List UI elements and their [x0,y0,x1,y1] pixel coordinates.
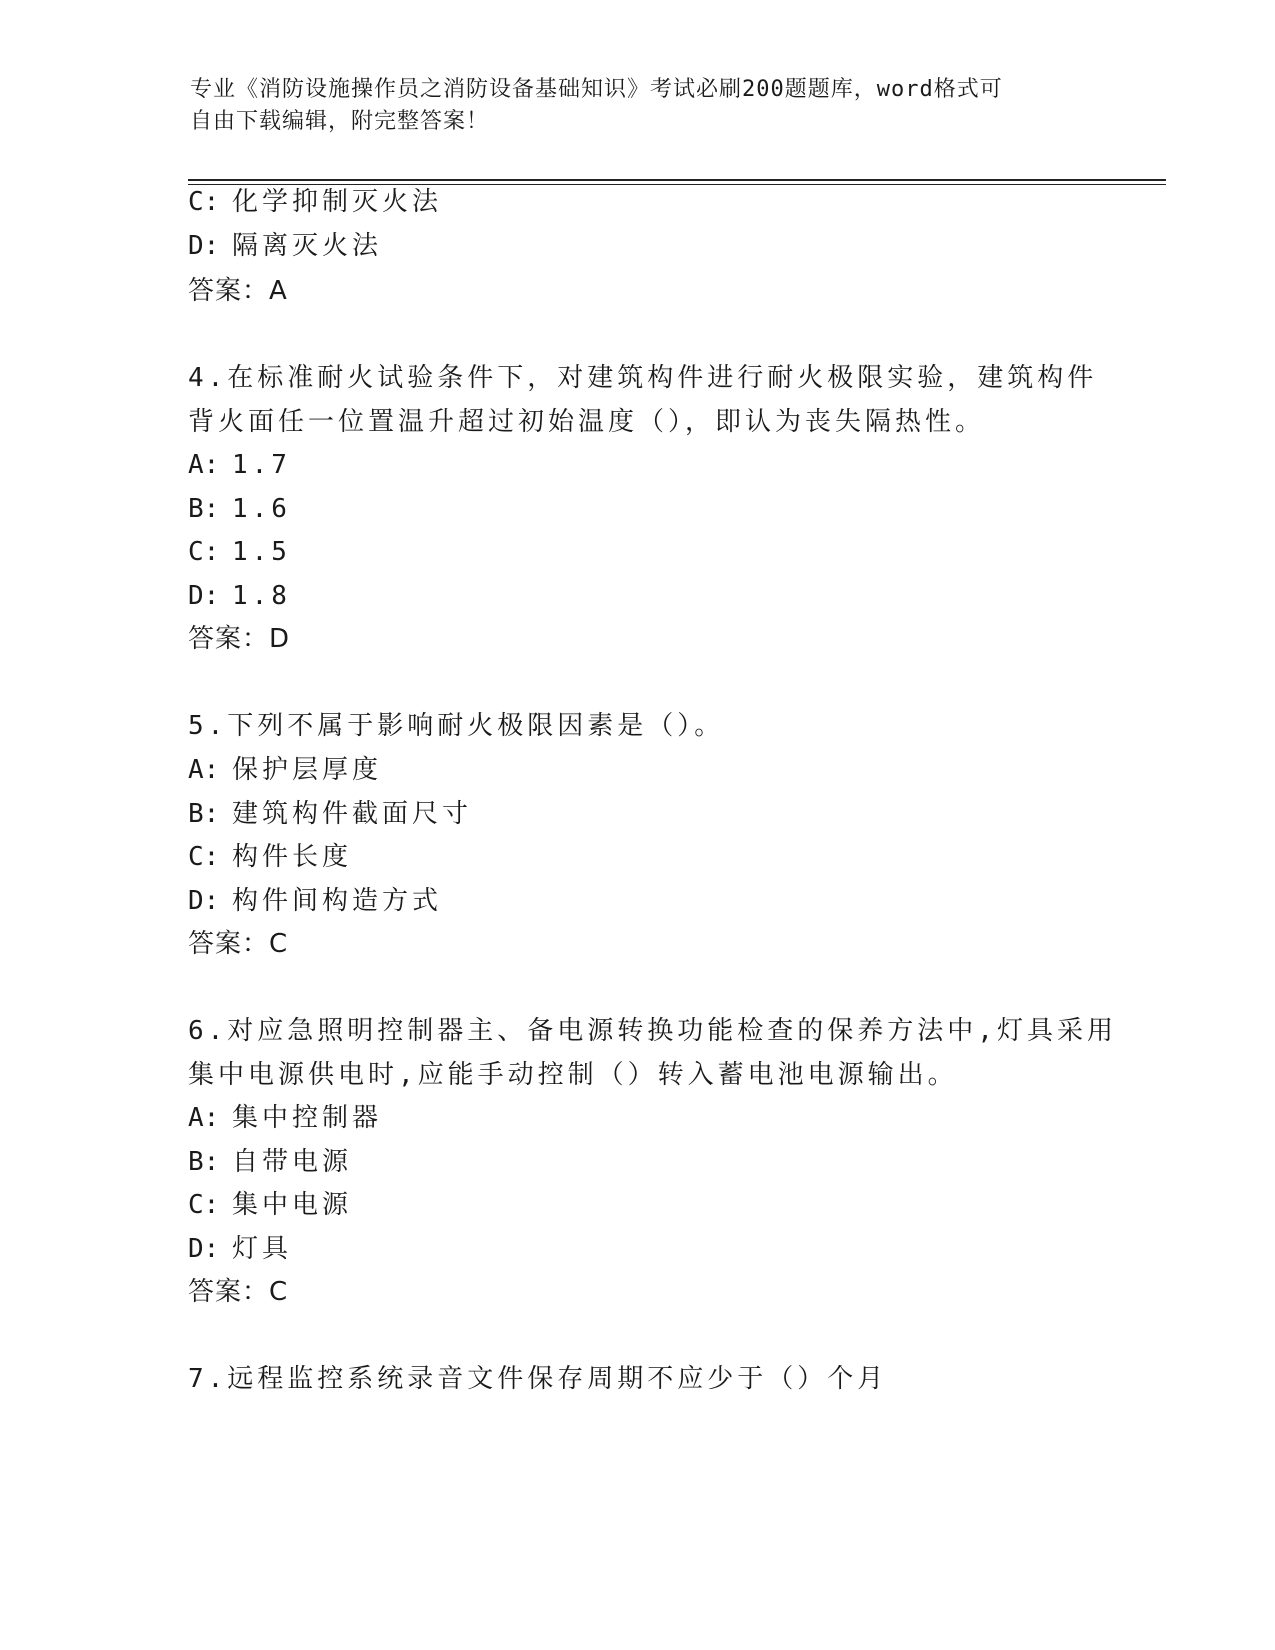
q5-option-d [188,884,442,918]
q5-option-c [188,840,352,874]
option-text: 集中电源 [232,1190,353,1220]
q5-stem-line-1: 5.下列不属于影响耐火极限因素是（）。 [188,711,725,741]
option-text: 构件长度 [232,842,353,872]
document-header [190,74,1090,138]
q5-option-a [188,753,382,787]
header-line-1: 专业《消防设施操作员之消防设备基础知识》考试必刷200题题库，word格式可 [190,77,1003,102]
option-letter: D: [188,886,220,916]
q7-stem-line-1: 7.远程监控系统录音文件保存周期不应少于（）个月 [188,1364,888,1394]
option-letter: A: [188,755,220,785]
q4-stem-line-2: 背火面任一位置温升超过初始温度（），即认为丧失隔热性。 [188,407,986,437]
q6-option-c [188,1188,352,1222]
option-letter: D: [188,1234,220,1264]
q6-option-b [188,1145,352,1179]
option-letter: D: [188,581,220,611]
option-text: 建筑构件截面尺寸 [232,799,473,829]
option-letter: C: [188,537,220,567]
option-letter: B: [188,799,220,829]
option-text: 灯具 [232,1234,293,1264]
option-text: 1.6 [232,494,291,524]
q6-answer: 答案：C [188,1277,289,1307]
option-letter: C: [188,1190,220,1220]
q4-stem-line-1: 4.在标准耐火试验条件下，对建筑构件进行耐火极限实验，建筑构件 [188,363,1098,393]
option-text: 1.8 [232,581,291,611]
q6-stem-line-1: 6.对应急照明控制器主、备电源转换功能检查的保养方法中,灯具采用 [188,1016,1117,1046]
option-text: 化学抑制灭火法 [232,187,443,217]
q3-option-d [188,229,382,263]
option-text: 保护层厚度 [232,755,383,785]
option-letter: C: [188,842,220,872]
option-letter: A: [188,450,220,480]
q6-option-d [188,1232,292,1266]
option-letter: B: [188,494,220,524]
q4-option-b [188,492,291,526]
q4-option-c [188,535,291,569]
option-letter: D: [188,231,220,261]
option-text: 隔离灭火法 [232,231,383,261]
option-text: 自带电源 [232,1147,353,1177]
q4-answer: 答案：D [188,624,291,654]
q5-option-b [188,797,472,831]
option-letter: B: [188,1147,220,1177]
q6-stem-line-2: 集中电源供电时,应能手动控制（）转入蓄电池电源输出。 [188,1060,958,1090]
q6-option-a [188,1101,382,1135]
q4-option-a [188,448,291,482]
option-text: 集中控制器 [232,1103,383,1133]
q3-option-c [188,185,442,219]
q4-option-d [188,579,291,613]
option-text: 1.7 [232,450,291,480]
q3-answer: 答案：A [188,276,288,306]
header-divider-thick [188,179,1166,181]
option-letter: C: [188,187,220,217]
option-text: 构件间构造方式 [232,886,443,916]
option-text: 1.5 [232,537,291,567]
q5-answer: 答案：C [188,929,289,959]
option-letter: A: [188,1103,220,1133]
header-line-2: 自由下载编辑，附完整答案！ [190,109,490,134]
